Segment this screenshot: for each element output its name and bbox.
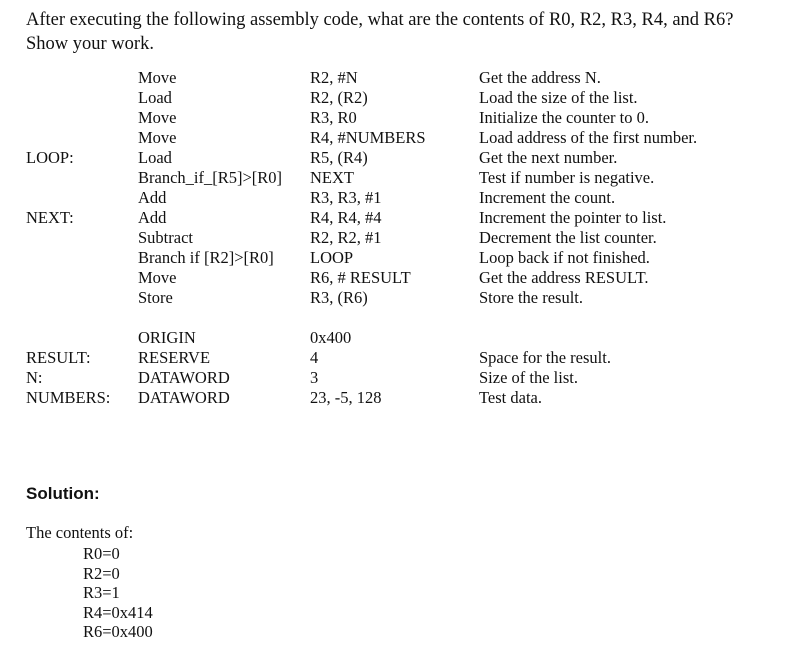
- code-row: [0, 148, 801, 168]
- solution-intro: The contents of:: [26, 523, 134, 542]
- code-comment: Test if number is negative.: [479, 168, 655, 187]
- code-instruction: Move: [138, 128, 177, 147]
- code-operands: R6, # RESULT: [310, 268, 411, 287]
- code-operands: R4, #NUMBERS: [310, 128, 426, 147]
- code-comment: Decrement the list counter.: [479, 228, 657, 247]
- code-instruction: Subtract: [138, 228, 193, 247]
- code-row: [0, 248, 801, 268]
- code-operands: R3, (R6): [310, 288, 368, 307]
- code-operands: R3, R0: [310, 108, 357, 127]
- code-row: [0, 208, 801, 228]
- code-row: [0, 128, 801, 148]
- solution-results: [83, 544, 153, 642]
- data-row: [0, 348, 801, 368]
- assembly-listing: [0, 68, 801, 408]
- code-label: LOOP:: [26, 148, 74, 167]
- code-comment: Store the result.: [479, 288, 584, 307]
- data-directive: RESERVE: [138, 348, 211, 367]
- code-row: [0, 288, 801, 308]
- data-directive: DATAWORD: [138, 388, 230, 407]
- code-operands: R2, #N: [310, 68, 358, 87]
- question-text: [26, 8, 786, 56]
- question-line-1: After executing the following assembly code, what are the contents of R0, R2, R3, R4, and R6?: [26, 10, 734, 30]
- code-instruction: Add: [138, 188, 167, 207]
- code-operands: R2, (R2): [310, 88, 368, 107]
- data-row: [0, 328, 801, 348]
- code-instruction: Move: [138, 68, 177, 87]
- data-directive: DATAWORD: [138, 368, 230, 387]
- code-operands: R4, R4, #4: [310, 208, 382, 227]
- code-row: [0, 88, 801, 108]
- code-operands: NEXT: [310, 168, 354, 187]
- data-label: RESULT:: [26, 348, 91, 367]
- code-row: [0, 228, 801, 248]
- code-row: [0, 168, 801, 188]
- data-row: [0, 368, 801, 388]
- code-operands: R3, R3, #1: [310, 188, 382, 207]
- result-r3: R3=1: [83, 583, 120, 603]
- result-r0: R0=0: [83, 544, 120, 563]
- code-row: [0, 68, 801, 88]
- data-operands: 0x400: [310, 328, 352, 347]
- code-instruction: Add: [138, 208, 167, 227]
- code-comment: Load the size of the list.: [479, 88, 638, 107]
- data-row: [0, 388, 801, 408]
- data-operands: 4: [310, 348, 319, 367]
- result-r2: R2=0: [83, 563, 120, 583]
- code-instruction: Load: [138, 148, 172, 167]
- data-label: NUMBERS:: [26, 388, 111, 407]
- code-operands: R2, R2, #1: [310, 228, 382, 247]
- code-operands: LOOP: [310, 248, 354, 267]
- code-instruction: Branch if [R2]>[R0]: [138, 248, 274, 267]
- data-directive: ORIGIN: [138, 328, 196, 347]
- code-comment: Loop back if not finished.: [479, 248, 650, 267]
- code-operands: R5, (R4): [310, 148, 368, 167]
- code-comment: Initialize the counter to 0.: [479, 108, 649, 127]
- code-instruction: Move: [138, 268, 177, 287]
- code-comment: Load address of the first number.: [479, 128, 698, 147]
- data-operands: 3: [310, 368, 319, 387]
- data-label: N:: [26, 368, 43, 387]
- code-comment: Get the address N.: [479, 68, 601, 87]
- code-row: [0, 108, 801, 128]
- question-line-2: Show your work.: [26, 34, 154, 54]
- code-instruction: Load: [138, 88, 172, 107]
- data-comment: Size of the list.: [479, 368, 578, 387]
- code-comment: Increment the pointer to list.: [479, 208, 667, 227]
- solution-heading: Solution:: [26, 484, 100, 503]
- code-label: NEXT:: [26, 208, 74, 227]
- data-comment: Test data.: [479, 388, 542, 407]
- code-row: [0, 188, 801, 208]
- result-r4: R4=0x414: [83, 602, 153, 622]
- section-spacer: [0, 308, 801, 328]
- code-comment: Increment the count.: [479, 188, 616, 207]
- code-instruction: Move: [138, 108, 177, 127]
- code-row: [0, 268, 801, 288]
- data-comment: Space for the result.: [479, 348, 611, 367]
- code-comment: Get the next number.: [479, 148, 618, 167]
- code-instruction: Store: [138, 288, 173, 307]
- result-r6: R6=0x400: [83, 622, 153, 642]
- data-operands: 23, -5, 128: [310, 388, 382, 407]
- code-instruction: Branch_if_[R5]>[R0]: [138, 168, 283, 187]
- code-comment: Get the address RESULT.: [479, 268, 649, 287]
